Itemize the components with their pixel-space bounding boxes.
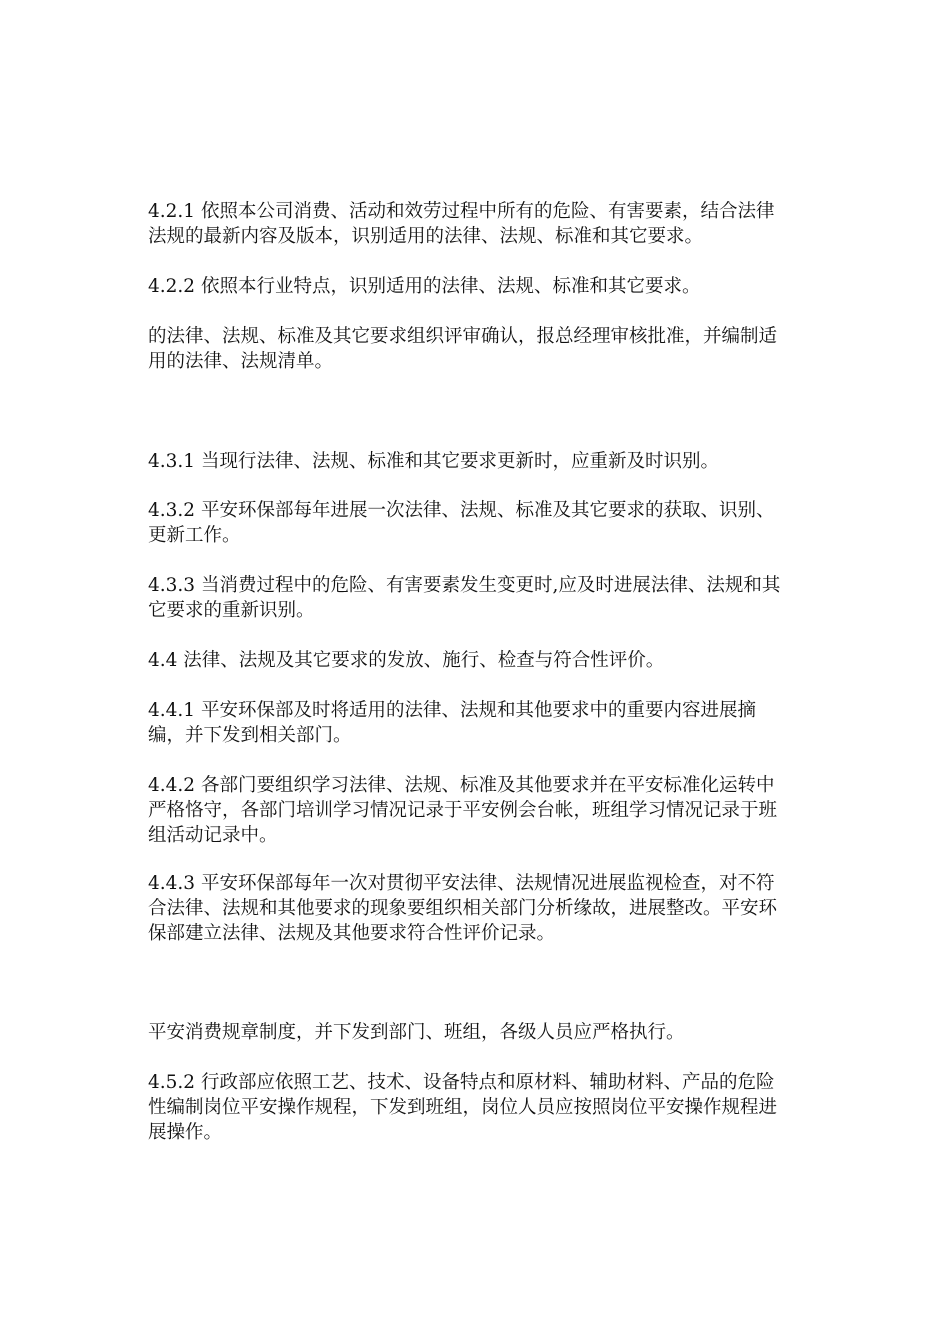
paragraph-4-5-2 — [148, 1070, 808, 1145]
paragraph-4-2-2 — [148, 274, 808, 299]
text-line: 严格恪守，各部门培训学习情况记录于平安例会台帐，班组学习情况记录于班 — [148, 800, 778, 821]
paragraph-4-4-3 — [148, 871, 808, 946]
text-line: 4.5.2 行政部应依照工艺、技术、设备特点和原材料、辅助材料、产品的危险 — [148, 1072, 775, 1093]
text-line: 4.4.3 平安环保部每年一次对贯彻平安法律、法规情况进展监视检查，对不符 — [148, 873, 775, 894]
text-line: 4.2.2 依照本行业特点，识别适用的法律、法规、标准和其它要求。 — [148, 276, 701, 297]
text-line: 4.3.2 平安环保部每年进展一次法律、法规、标准及其它要求的获取、识别、 — [148, 500, 775, 521]
text-line: 法规的最新内容及版本，识别适用的法律、法规、标准和其它要求。 — [148, 226, 704, 247]
text-line: 更新工作。 — [148, 525, 241, 546]
text-line: 平安消费规章制度，并下发到部门、班组，各级人员应严格执行。 — [148, 1022, 685, 1043]
text-line: 4.3.1 当现行法律、法规、标准和其它要求更新时，应重新及时识别。 — [148, 451, 719, 472]
text-line: 4.2.1 依照本公司消费、活动和效劳过程中所有的危险、有害要素，结合法律 — [148, 201, 775, 222]
paragraph-4-4-1 — [148, 698, 808, 748]
text-line: 展操作。 — [148, 1122, 223, 1143]
text-line: 它要求的重新识别。 — [148, 600, 315, 621]
paragraph-4-3-1 — [148, 449, 808, 474]
text-line: 4.4 法律、法规及其它要求的发放、施行、检查与符合性评价。 — [148, 650, 665, 671]
text-line: 组活动记录中。 — [148, 825, 278, 846]
text-line: 4.3.3 当消费过程中的危险、有害要素发生变更时,应及时进展法律、法规和其 — [148, 575, 781, 596]
paragraph-rules — [148, 1020, 808, 1045]
paragraph-4-4 — [148, 648, 808, 673]
text-line: 保部建立法律、法规及其他要求符合性评价记录。 — [148, 923, 556, 944]
paragraph-review — [148, 324, 808, 374]
text-line: 性编制岗位平安操作规程，下发到班组，岗位人员应按照岗位平安操作规程进 — [148, 1097, 778, 1118]
paragraph-4-4-2 — [148, 773, 808, 848]
text-line: 的法律、法规、标准及其它要求组织评审确认，报总经理审核批准，并编制适 — [148, 326, 778, 347]
paragraph-4-2-1 — [148, 199, 808, 249]
text-line: 合法律、法规和其他要求的现象要组织相关部门分析缘故，进展整改。平安环 — [148, 898, 778, 919]
text-line: 用的法律、法规清单。 — [148, 351, 334, 372]
paragraph-4-3-2 — [148, 498, 808, 548]
text-line: 4.4.1 平安环保部及时将适用的法律、法规和其他要求中的重要内容进展摘 — [148, 700, 756, 721]
paragraph-4-3-3 — [148, 573, 808, 623]
text-line: 4.4.2 各部门要组织学习法律、法规、标准及其他要求并在平安标准化运转中 — [148, 775, 775, 796]
text-line: 编，并下发到相关部门。 — [148, 725, 352, 746]
